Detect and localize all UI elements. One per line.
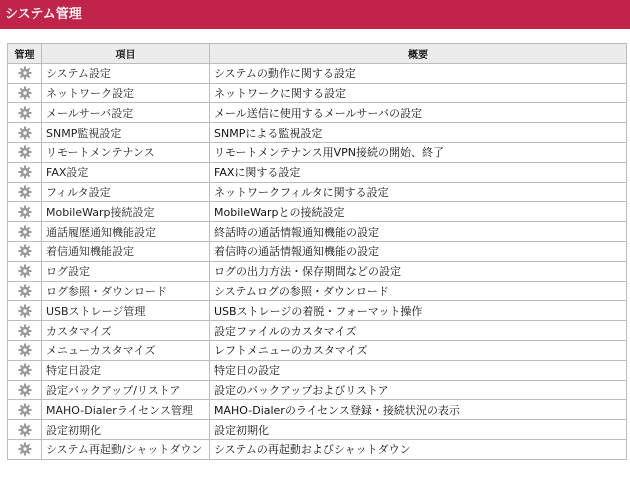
item-cell[interactable]: システム設定 [42, 63, 210, 83]
manage-cell[interactable] [8, 380, 42, 400]
gear-icon[interactable] [18, 403, 32, 417]
gear-icon[interactable] [18, 244, 32, 258]
description-cell: システムの動作に関する設定 [210, 63, 627, 83]
table-row [8, 202, 627, 222]
description-cell: ネットワークフィルタに関する設定 [210, 182, 627, 202]
gear-icon[interactable] [18, 66, 32, 80]
gear-icon[interactable] [18, 423, 32, 437]
table-row [8, 380, 627, 400]
table-row [8, 400, 627, 420]
item-cell[interactable]: MobileWarp接続設定 [42, 202, 210, 222]
gear-icon[interactable] [18, 165, 32, 179]
description-cell: システムログの参照・ダウンロード [210, 281, 627, 301]
gear-icon[interactable] [18, 185, 32, 199]
table-row [8, 182, 627, 202]
item-cell[interactable]: メニューカスタマイズ [42, 340, 210, 360]
table-row [8, 439, 627, 459]
table-row [8, 142, 627, 162]
table-row [8, 261, 627, 281]
description-cell: システムの再起動およびシャットダウン [210, 439, 627, 459]
gear-icon[interactable] [18, 205, 32, 219]
item-cell[interactable]: システム再起動/シャットダウン [42, 439, 210, 459]
gear-icon[interactable] [18, 363, 32, 377]
manage-cell[interactable] [8, 123, 42, 143]
item-cell[interactable]: 着信通知機能設定 [42, 241, 210, 261]
column-header-desc: 概要 [210, 44, 627, 64]
gear-icon[interactable] [18, 225, 32, 239]
manage-cell[interactable] [8, 162, 42, 182]
description-cell: レフトメニューのカスタマイズ [210, 340, 627, 360]
table-row [8, 241, 627, 261]
manage-cell[interactable] [8, 63, 42, 83]
manage-cell[interactable] [8, 301, 42, 321]
table-row [8, 420, 627, 440]
description-cell: MobileWarpとの接続設定 [210, 202, 627, 222]
description-cell: USBストレージの着脱・フォーマット操作 [210, 301, 627, 321]
item-cell[interactable]: ネットワーク設定 [42, 83, 210, 103]
table-row [8, 301, 627, 321]
manage-cell[interactable] [8, 340, 42, 360]
table-row [8, 63, 627, 83]
description-cell: 終話時の通話情報通知機能の設定 [210, 222, 627, 242]
item-cell[interactable]: ログ設定 [42, 261, 210, 281]
table-row [8, 321, 627, 341]
description-cell: 特定日の設定 [210, 360, 627, 380]
item-cell[interactable]: 設定バックアップ/リストア [42, 380, 210, 400]
page-title: システム管理 [0, 0, 630, 29]
manage-cell[interactable] [8, 241, 42, 261]
item-cell[interactable]: カスタマイズ [42, 321, 210, 341]
description-cell: FAXに関する設定 [210, 162, 627, 182]
gear-icon[interactable] [18, 126, 32, 140]
gear-icon[interactable] [18, 442, 32, 456]
manage-cell[interactable] [8, 182, 42, 202]
item-cell[interactable]: フィルタ設定 [42, 182, 210, 202]
description-cell: ネットワークに関する設定 [210, 83, 627, 103]
item-cell[interactable]: リモートメンテナンス [42, 142, 210, 162]
description-cell: リモートメンテナンス用VPN接続の開始、終了 [210, 142, 627, 162]
table-header-row [8, 44, 627, 64]
table-row [8, 281, 627, 301]
gear-icon[interactable] [18, 284, 32, 298]
gear-icon[interactable] [18, 304, 32, 318]
manage-cell[interactable] [8, 202, 42, 222]
table-row [8, 360, 627, 380]
table-row [8, 340, 627, 360]
description-cell: SNMPによる監視設定 [210, 123, 627, 143]
table-row [8, 123, 627, 143]
manage-cell[interactable] [8, 281, 42, 301]
gear-icon[interactable] [18, 324, 32, 338]
table-row [8, 103, 627, 123]
item-cell[interactable]: 設定初期化 [42, 420, 210, 440]
description-cell: 設定ファイルのカスタマイズ [210, 321, 627, 341]
item-cell[interactable]: USBストレージ管理 [42, 301, 210, 321]
gear-icon[interactable] [18, 264, 32, 278]
manage-cell[interactable] [8, 261, 42, 281]
description-cell: ログの出力方法・保存期間などの設定 [210, 261, 627, 281]
item-cell[interactable]: 通話履歴通知機能設定 [42, 222, 210, 242]
column-header-item: 項目 [42, 44, 210, 64]
description-cell: 設定のバックアップおよびリストア [210, 380, 627, 400]
column-header-manage: 管理 [8, 44, 42, 64]
gear-icon[interactable] [18, 383, 32, 397]
item-cell[interactable]: FAX設定 [42, 162, 210, 182]
manage-cell[interactable] [8, 142, 42, 162]
manage-cell[interactable] [8, 222, 42, 242]
manage-cell[interactable] [8, 321, 42, 341]
manage-cell[interactable] [8, 103, 42, 123]
description-cell: メール送信に使用するメールサーバの設定 [210, 103, 627, 123]
table-row [8, 222, 627, 242]
manage-cell[interactable] [8, 360, 42, 380]
description-cell: 着信時の通話情報通知機能の設定 [210, 241, 627, 261]
gear-icon[interactable] [18, 343, 32, 357]
gear-icon[interactable] [18, 86, 32, 100]
item-cell[interactable]: メールサーバ設定 [42, 103, 210, 123]
description-cell: MAHO-Dialerのライセンス登録・接続状況の表示 [210, 400, 627, 420]
manage-cell[interactable] [8, 439, 42, 459]
item-cell[interactable]: ログ参照・ダウンロード [42, 281, 210, 301]
manage-cell[interactable] [8, 420, 42, 440]
gear-icon[interactable] [18, 106, 32, 120]
item-cell[interactable]: 特定日設定 [42, 360, 210, 380]
table-row [8, 162, 627, 182]
item-cell[interactable]: SNMP監視設定 [42, 123, 210, 143]
manage-cell[interactable] [8, 400, 42, 420]
gear-icon[interactable] [18, 145, 32, 159]
manage-cell[interactable] [8, 83, 42, 103]
item-cell[interactable]: MAHO-Dialerライセンス管理 [42, 400, 210, 420]
table-row [8, 83, 627, 103]
system-admin-table [7, 43, 627, 460]
description-cell: 設定初期化 [210, 420, 627, 440]
